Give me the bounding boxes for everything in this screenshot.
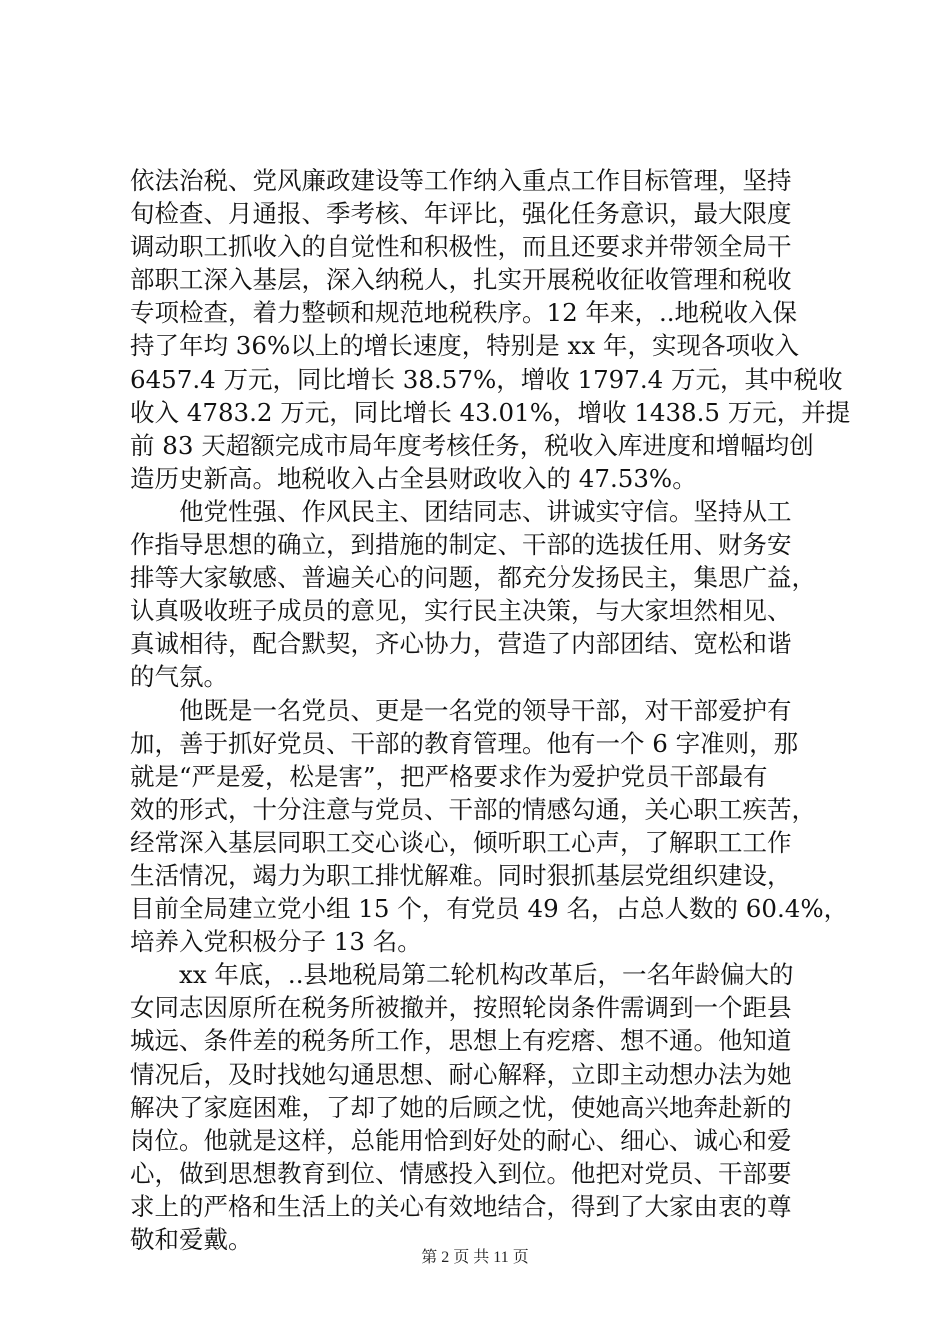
paragraph-first-line: xx 年底，..县地税局第二轮机构改革后，一名年龄偏大的 xyxy=(179,960,794,990)
text-line: 持了年均 36%以上的增长速度，特别是 xx 年，实现各项收入 xyxy=(130,331,799,361)
text-line: 调动职工抓收入的自觉性和积极性，而且还要求并带领全局干 xyxy=(130,232,792,262)
text-line: 目前全局建立党小组 15 个，有党员 49 名，占总人数的 60.4%， xyxy=(130,894,849,924)
text-line: 情况后，及时找她勾通思想、耐心解释，立即主动想办法为她 xyxy=(130,1059,792,1089)
text-line: 效的形式，十分注意与党员、干部的情感勾通，关心职工疾苦， xyxy=(130,794,816,824)
text-line: 敬和爱戴。 xyxy=(130,1225,253,1254)
text-line: 认真吸收班子成员的意见，实行民主决策，与大家坦然相见、 xyxy=(130,596,792,626)
text-line: 的气氛。 xyxy=(130,662,228,692)
text-line: 排等大家敏感、普遍关心的问题，都充分发扬民主，集思广益， xyxy=(130,563,816,593)
text-line: 求上的严格和生活上的关心有效地结合，得到了大家由衷的尊 xyxy=(130,1191,792,1221)
page-number: 第 2 页 共 11 页 xyxy=(421,1249,529,1266)
text-line: 部职工深入基层，深入纳税人，扎实开展税收征收管理和税收 xyxy=(130,265,792,295)
text-line: 经常深入基层同职工交心谈心，倾听职工心声，了解职工工作 xyxy=(130,827,792,857)
text-line: 旬检查、月通报、季考核、年评比，强化任务意识，最大限度 xyxy=(130,199,792,229)
paragraph-first-line: 他党性强、作风民主、团结同志、讲诚实守信。坚持从工 xyxy=(179,496,792,526)
paragraph-first-line: 他既是一名党员、更是一名党的领导干部，对干部爱护有 xyxy=(179,695,792,725)
text-line: 造历史新高。地税收入占全县财政收入的 47.53%。 xyxy=(130,463,697,493)
text-line: 6457.4 万元，同比增长 38.57%，增收 1797.4 万元，其中税收 xyxy=(130,364,843,394)
text-line: 解决了家庭困难，了却了她的后顾之忧，使她高兴地奔赴新的 xyxy=(130,1092,792,1122)
text-line: 依法治税、党风廉政建设等工作纳入重点工作目标管理，坚持 xyxy=(130,166,792,195)
text-line: 前 83 天超额完成市局年度考核任务，税收入库进度和增幅均创 xyxy=(130,430,814,460)
page-footer xyxy=(0,1244,950,1267)
text-line: 城远、条件差的税务所工作，思想上有疙瘩、想不通。他知道 xyxy=(130,1026,792,1056)
text-line: 作指导思想的确立，到措施的制定、干部的选拔任用、财务安 xyxy=(130,530,792,560)
text-line: 培养入党积极分子 13 名。 xyxy=(130,927,422,957)
text-line: 专项检查，着力整顿和规范地税秩序。12 年来，..地税收入保 xyxy=(130,298,798,328)
text-line: 岗位。他就是这样，总能用恰到好处的耐心、细心、诚心和爱 xyxy=(130,1125,792,1155)
text-line: 生活情况，竭力为职工排忧解难。同时狠抓基层党组织建设， xyxy=(130,860,792,890)
document-body xyxy=(130,164,851,1256)
text-line: 女同志因原所在税务所被撤并，按照轮岗条件需调到一个距县 xyxy=(130,993,792,1023)
text-line: 就是“严是爱，松是害”，把严格要求作为爱护党员干部最有 xyxy=(130,761,768,791)
text-line: 加，善于抓好党员、干部的教育管理。他有一个 6 字准则，那 xyxy=(130,728,799,758)
text-line: 真诚相待，配合默契，齐心协力，营造了内部团结、宽松和谐 xyxy=(130,629,792,659)
text-line: 收入 4783.2 万元，同比增长 43.01%，增收 1438.5 万元，并提 xyxy=(130,397,851,427)
text-line: 心，做到思想教育到位、情感投入到位。他把对党员、干部要 xyxy=(130,1158,792,1188)
